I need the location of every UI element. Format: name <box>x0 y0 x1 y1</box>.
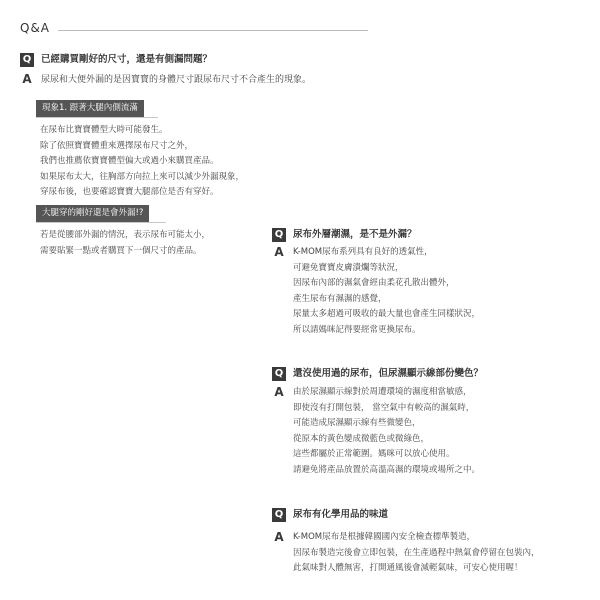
answer-4-line: 因尿布製造完後會立即包裝，在生產過程中熱氣會停留在包裝內， <box>293 547 540 558</box>
answer-2-line: 產生尿布有濕濕的感覺， <box>293 293 387 304</box>
question-1-text: 已經購買剛好的尺寸，還是有側漏問題？ <box>41 54 213 65</box>
answer-3-line: 請避免將產品放置於高溫高濕的環境或場所之中。 <box>293 464 481 475</box>
answer-4-body <box>293 530 540 577</box>
a-badge: A <box>274 245 284 259</box>
case-2-line: 需要貼緊一點或者購買下一個尺寸的產品。 <box>40 245 202 256</box>
answer-3-line: 這些都屬於正常範圍。媽咪可以放心使用。 <box>293 449 455 460</box>
q-badge: Q <box>272 228 286 242</box>
title-divider <box>58 30 368 31</box>
answer-2-body <box>293 245 480 339</box>
a-badge: A <box>274 530 284 544</box>
case-1-body <box>40 123 244 201</box>
case-1-tag: 現象1. 跟著大腿內側流滿 <box>36 100 144 117</box>
qa-title: Q&A <box>20 21 51 35</box>
case-2-line: 若是從腰部外漏的情況，表示尿布可能太小， <box>40 230 211 240</box>
case-2-tag: 大腿穿的剛好還是會外漏!? <box>36 205 149 222</box>
answer-2-line: K-MOM尿布系列具有良好的透氣性， <box>293 247 433 257</box>
question-4-text: 尿布有化學用品的味道 <box>293 509 389 520</box>
q-badge: Q <box>272 367 286 381</box>
question-2 <box>272 228 417 242</box>
case-1-line: 穿尿布後，也要確認寶寶大腿部位是否有穿好。 <box>40 187 219 198</box>
case-1-line: 除了依照寶寶體重來選擇尿布尺寸之外， <box>40 140 194 151</box>
answer-4 <box>272 530 540 577</box>
q-badge: Q <box>20 53 34 67</box>
a-badge: A <box>22 72 32 86</box>
answer-3-line: 即使沒有打開包裝， 當空氣中有較高的濕氣時， <box>293 402 475 413</box>
answer-1 <box>20 72 311 88</box>
answer-3-body <box>293 385 480 479</box>
answer-3-line: 從原本的黃色變成微藍色或微綠色， <box>293 433 430 444</box>
question-4 <box>272 508 388 522</box>
answer-3-line: 由於尿濕顯示線對於周遭環境的濕度相當敏感， <box>293 387 472 397</box>
answer-4-line: 此氣味對人體無害，打開通風後會減輕氣味，可安心使用喔！ <box>293 563 523 574</box>
answer-2-line: 因尿布內部的濕氣會經由柔花孔散出體外， <box>293 278 455 289</box>
answer-1-text: 尿尿和大便外漏的是因寶寶的身體尺寸跟尿布尺寸不合產生的現象。 <box>41 75 312 85</box>
answer-2 <box>272 245 480 339</box>
case-2-body <box>40 228 210 259</box>
a-badge: A <box>274 385 284 399</box>
question-3 <box>272 367 483 381</box>
case-2-divider <box>36 222 166 223</box>
answer-3 <box>272 385 480 479</box>
answer-3-line: 可能造成尿濕顯示線有些微變色， <box>293 418 421 429</box>
case-1-line: 在尿布比寶寶體型大時可能發生。 <box>40 125 168 135</box>
answer-2-line: 所以請媽咪記得要經常更換尿布。 <box>293 324 421 335</box>
case-1-line: 如果尿布太大，往胸部方向拉上來可以減少外漏現象， <box>40 171 245 182</box>
question-2-text: 尿布外層潮濕，是不是外漏？ <box>293 229 417 240</box>
answer-4-line: K-MOM尿布是根據韓國國內安全檢查標準製造， <box>293 532 476 542</box>
question-1 <box>20 53 212 67</box>
case-1-divider <box>36 117 158 118</box>
question-3-text: 還沒使用過的尿布，但尿濕顯示線部份變色？ <box>293 368 484 379</box>
q-badge: Q <box>272 508 286 522</box>
case-1-line: 我們也推薦依寶寶體型偏大或過小來購買產品。 <box>40 156 219 167</box>
answer-2-line: 可避免寶寶皮膚潰爛等狀況， <box>293 262 404 273</box>
answer-2-line: 尿量太多超過可吸收的最大量也會產生同樣狀況， <box>293 309 481 320</box>
